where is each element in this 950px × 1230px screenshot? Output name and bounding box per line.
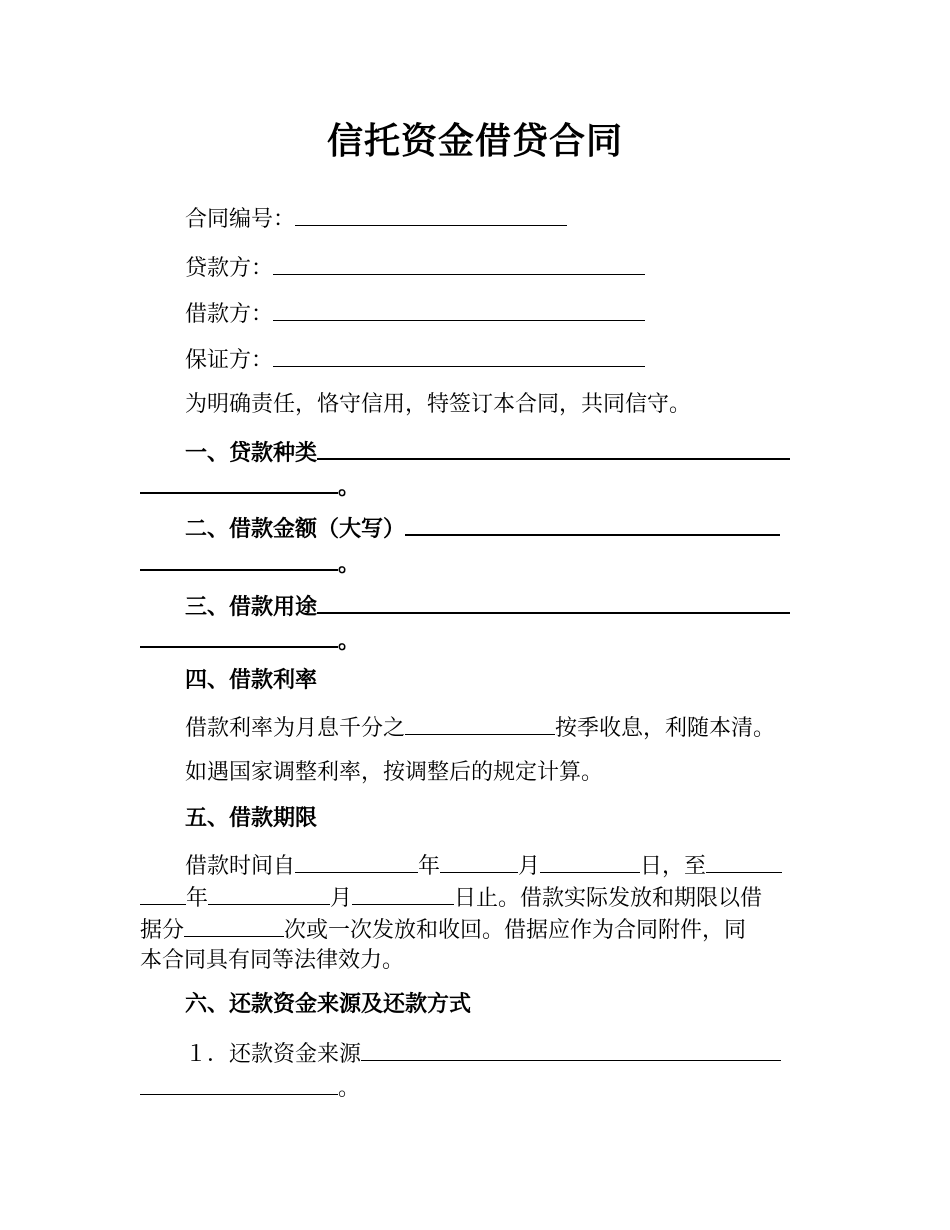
term-start-label: 借款时间自 — [185, 854, 296, 879]
section-1-continuation — [140, 470, 820, 503]
start-year-blank[interactable] — [295, 850, 418, 873]
loan-type-blank-cont[interactable] — [140, 470, 338, 494]
section-1-heading-row — [140, 436, 820, 469]
loan-amount-blank-cont[interactable] — [140, 547, 338, 571]
section-4-heading: 四、借款利率 — [185, 668, 318, 693]
term-row-2 — [140, 882, 820, 914]
contract-number-blank[interactable] — [295, 203, 567, 226]
section-6-heading: 六、还款资金来源及还款方式 — [185, 992, 472, 1017]
section-5-heading: 五、借款期限 — [185, 806, 318, 831]
interest-adjust-text: 如遇国家调整利率，按调整后的规定计算。 — [185, 760, 604, 785]
day-to-label: 日，至 — [640, 854, 707, 879]
section-2-heading: 二、借款金额（大写） — [185, 517, 406, 542]
section-3-continuation — [140, 624, 820, 657]
end-year-blank-cont[interactable] — [140, 882, 186, 905]
repayment-source-continuation — [140, 1072, 820, 1104]
start-day-blank[interactable] — [540, 850, 640, 873]
contract-number-row — [140, 203, 820, 235]
repayment-source-blank-cont[interactable] — [140, 1072, 338, 1095]
term-row-3 — [140, 914, 820, 946]
term-row-4: 本合同具有同等法律效力。 — [140, 948, 405, 973]
installments-label: 据分 — [140, 918, 185, 943]
loan-type-blank[interactable] — [317, 436, 790, 460]
document-title: 信托资金借贷合同 — [326, 121, 623, 162]
period-mark: 。 — [338, 1076, 361, 1101]
repayment-source-blank[interactable] — [361, 1038, 781, 1061]
borrower-label: 借款方： — [185, 302, 274, 327]
end-day-blank[interactable] — [352, 882, 454, 905]
loan-amount-blank[interactable] — [405, 512, 780, 536]
contract-number-label: 合同编号： — [185, 207, 296, 232]
month-label: 月 — [518, 854, 541, 879]
start-month-blank[interactable] — [440, 850, 518, 873]
borrower-blank[interactable] — [273, 298, 645, 321]
section-2-continuation — [140, 547, 820, 580]
section-3-heading-row — [140, 590, 820, 623]
section-2-heading-row — [140, 512, 820, 545]
end-month-blank[interactable] — [208, 882, 330, 905]
installments-blank[interactable] — [184, 914, 284, 937]
term-end-text: 日止。借款实际发放和期限以借 — [454, 886, 763, 911]
section-3-heading: 三、借款用途 — [185, 595, 318, 620]
guarantor-blank[interactable] — [273, 344, 645, 367]
month-label: 月 — [330, 886, 353, 911]
borrower-row — [140, 298, 820, 330]
period-mark: 。 — [338, 475, 361, 500]
preamble: 为明确责任，恪守信用，特签订本合同，共同信守。 — [185, 392, 692, 417]
interest-rate-blank[interactable] — [405, 712, 555, 735]
period-mark: 。 — [338, 552, 361, 577]
year-label: 年 — [418, 854, 441, 879]
loan-purpose-blank[interactable] — [317, 590, 790, 614]
period-mark: 。 — [338, 629, 361, 654]
interest-rate-text-b: 按季收息，利随本清。 — [555, 716, 776, 741]
end-year-blank[interactable] — [706, 850, 782, 873]
year-label: 年 — [186, 886, 209, 911]
repayment-source-label: １．还款资金来源 — [185, 1042, 362, 1067]
installments-text: 次或一次发放和收回。借据应作为合同附件，同 — [284, 918, 747, 943]
repayment-source-row — [140, 1038, 820, 1070]
lender-row — [140, 252, 820, 284]
lender-label: 贷款方： — [185, 256, 274, 281]
interest-rate-text-a: 借款利率为月息千分之 — [185, 716, 406, 741]
guarantor-label: 保证方： — [185, 348, 274, 373]
term-row-1 — [140, 850, 820, 882]
interest-rate-row — [140, 712, 830, 744]
loan-purpose-blank-cont[interactable] — [140, 624, 338, 648]
guarantor-row — [140, 344, 820, 376]
section-1-heading: 一、贷款种类 — [185, 441, 318, 466]
lender-blank[interactable] — [273, 252, 645, 275]
